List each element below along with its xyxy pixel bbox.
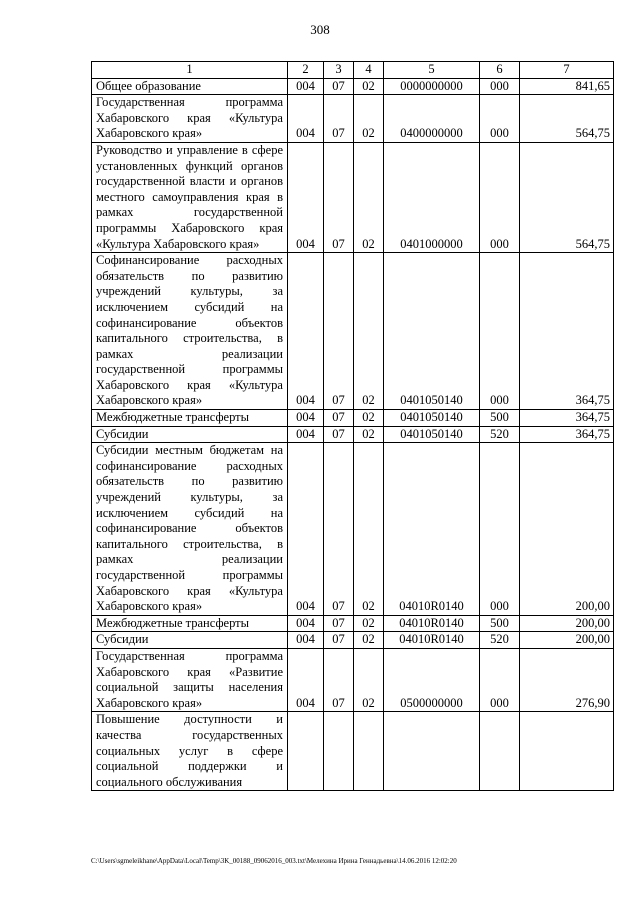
table-row (92, 443, 614, 616)
cell-section: 07 (324, 648, 354, 711)
cell-code: 004 (288, 648, 324, 711)
cell-type: 500 (480, 410, 520, 427)
cell-target: 0401050140 (384, 426, 480, 443)
cell-code: 004 (288, 410, 324, 427)
column-header-row (92, 62, 614, 79)
cell-type: 000 (480, 78, 520, 95)
row-name: Субсидии местным бюджетам на софинансирование расходных обязательств по развитию учреждений культуры, за исключением субсидий на софинансирование объектов капитального строительства, в рамках реализации государственной программы Хабаровского края «Культура Хабаровского края» (92, 443, 288, 616)
cell-type: 000 (480, 95, 520, 143)
cell-amount: 200,00 (520, 615, 614, 632)
cell-amount: 200,00 (520, 632, 614, 649)
cell-section: 07 (324, 615, 354, 632)
table-row (92, 712, 614, 791)
row-name: Руководство и управление в сфере установленных функций органов государственной власти и органов местного самоуправления края в рамках государственной программы Хабаровского края «Культура Хабаровского края» (92, 142, 288, 252)
cell-code: 004 (288, 253, 324, 410)
page-number: 308 (310, 22, 330, 37)
cell-section: 07 (324, 443, 354, 616)
cell-subsection (354, 712, 384, 791)
table-row (92, 632, 614, 649)
cell-target: 0500000000 (384, 648, 480, 711)
cell-amount (520, 712, 614, 791)
cell-target: 04010R0140 (384, 443, 480, 616)
column-header: 2 (288, 62, 324, 79)
cell-section: 07 (324, 410, 354, 427)
cell-target: 0401050140 (384, 253, 480, 410)
cell-subsection: 02 (354, 95, 384, 143)
cell-code: 004 (288, 142, 324, 252)
budget-table (91, 61, 614, 791)
cell-amount: 276,90 (520, 648, 614, 711)
cell-subsection: 02 (354, 410, 384, 427)
column-header: 6 (480, 62, 520, 79)
column-header: 7 (520, 62, 614, 79)
cell-target (384, 712, 480, 791)
cell-subsection: 02 (354, 253, 384, 410)
row-name: Государственная программа Хабаровского края «Культура Хабаровского края» (92, 95, 288, 143)
cell-section (324, 712, 354, 791)
column-header: 5 (384, 62, 480, 79)
cell-target: 04010R0140 (384, 632, 480, 649)
table-row (92, 253, 614, 410)
column-header: 1 (92, 62, 288, 79)
cell-code: 004 (288, 632, 324, 649)
cell-type: 520 (480, 632, 520, 649)
document-footer-path: C:\Users\sgmeleikhane\AppData\Local\Temp\3K_00188_09062016_003.txt\Мелехина Ирина Геннадьевна\14.06.2016 12:02:20 (91, 857, 457, 865)
cell-type: 000 (480, 142, 520, 252)
cell-subsection: 02 (354, 78, 384, 95)
cell-subsection: 02 (354, 443, 384, 616)
table-row (92, 648, 614, 711)
cell-subsection: 02 (354, 142, 384, 252)
column-header: 3 (324, 62, 354, 79)
cell-code: 004 (288, 426, 324, 443)
column-header: 4 (354, 62, 384, 79)
cell-type: 000 (480, 443, 520, 616)
row-name: Субсидии (92, 632, 288, 649)
cell-amount: 841,65 (520, 78, 614, 95)
cell-section: 07 (324, 253, 354, 410)
cell-type (480, 712, 520, 791)
cell-amount: 364,75 (520, 253, 614, 410)
cell-type: 520 (480, 426, 520, 443)
cell-section: 07 (324, 426, 354, 443)
cell-code (288, 712, 324, 791)
cell-amount: 200,00 (520, 443, 614, 616)
cell-amount: 364,75 (520, 426, 614, 443)
row-name: Повышение доступности и качества государственных социальных услуг в сфере социальной поддержки и социального обслуживания (92, 712, 288, 791)
cell-subsection: 02 (354, 426, 384, 443)
cell-code: 004 (288, 95, 324, 143)
cell-type: 000 (480, 648, 520, 711)
table-row (92, 410, 614, 427)
cell-section: 07 (324, 95, 354, 143)
row-name: Межбюджетные трансферты (92, 615, 288, 632)
table-row (92, 426, 614, 443)
row-name: Общее образование (92, 78, 288, 95)
cell-subsection: 02 (354, 632, 384, 649)
cell-subsection: 02 (354, 648, 384, 711)
row-name: Межбюджетные трансферты (92, 410, 288, 427)
cell-target: 0401000000 (384, 142, 480, 252)
table-row (92, 615, 614, 632)
cell-subsection: 02 (354, 615, 384, 632)
table-row (92, 78, 614, 95)
row-name: Софинансирование расходных обязательств по развитию учреждений культуры, за исключением субсидий на софинансирование объектов капитального строительства, в рамках реализации государственной программы Хабаровского края «Культура Хабаровского края» (92, 253, 288, 410)
row-name: Государственная программа Хабаровского края «Развитие социальной защиты населения Хабаровского края» (92, 648, 288, 711)
cell-code: 004 (288, 443, 324, 616)
cell-target: 0401050140 (384, 410, 480, 427)
cell-code: 004 (288, 78, 324, 95)
cell-target: 0000000000 (384, 78, 480, 95)
cell-code: 004 (288, 615, 324, 632)
cell-amount: 564,75 (520, 142, 614, 252)
cell-section: 07 (324, 78, 354, 95)
cell-type: 500 (480, 615, 520, 632)
table-row (92, 142, 614, 252)
cell-target: 04010R0140 (384, 615, 480, 632)
row-name: Субсидии (92, 426, 288, 443)
cell-target: 0400000000 (384, 95, 480, 143)
cell-type: 000 (480, 253, 520, 410)
cell-amount: 564,75 (520, 95, 614, 143)
cell-section: 07 (324, 142, 354, 252)
cell-section: 07 (324, 632, 354, 649)
cell-amount: 364,75 (520, 410, 614, 427)
table-row (92, 95, 614, 143)
